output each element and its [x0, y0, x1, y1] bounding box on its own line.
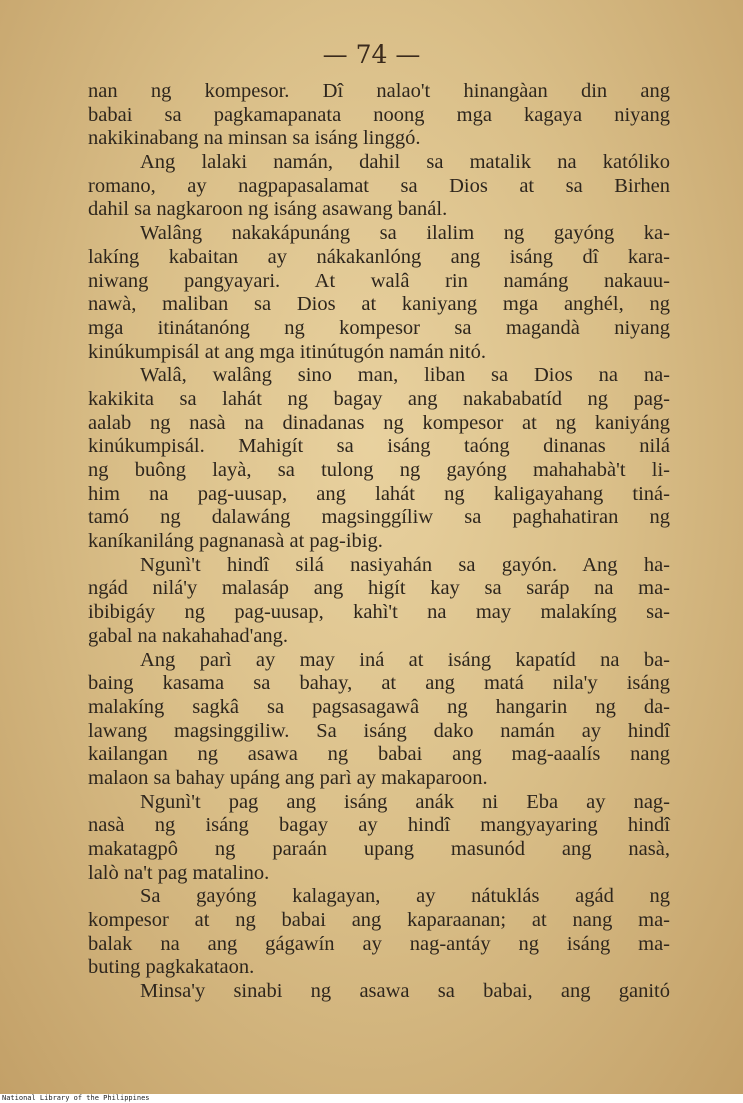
- text-line: nawà, maliban sa Dios at kaniyang mga anghél, ng: [88, 293, 670, 316]
- text-line: Minsa'y sinabi ng asawa sa babai, ang ganitó: [140, 980, 670, 1003]
- text-line: kinúkumpisál at ang mga itinútugón namán nitó.: [88, 340, 486, 363]
- text-line: makatagpô ng paraán upang masunód ang nasà,: [88, 838, 670, 860]
- text-line: romano, ay nagpapasalamat sa Dios at sa Birhen: [88, 174, 670, 197]
- page-number: — 74 —: [322, 40, 421, 69]
- text-line: tamó ng dalawáng magsinggíliw sa paghahatiran ng: [88, 506, 670, 529]
- text-line: kakikita sa lahát ng bagay ang nakababatíd ng pag-: [88, 387, 670, 410]
- text-line: Ang parì ay may iná at isáng kapatíd na ba-: [140, 648, 670, 671]
- text-line: ngád nilá'y malasáp ang higít kay sa saráp na ma-: [88, 577, 670, 600]
- text-line: lawang magsinggiliw. Sa isáng dako namán ay hindî: [88, 719, 670, 742]
- text-line: niwang pangyayari. At walâ rin namáng nakauu-: [88, 269, 670, 292]
- text-line: Sa gayóng kalagayan, ay nátuklás agád ng: [140, 885, 670, 908]
- text-line: kailangan ng asawa ng babai ang mag-aaalís nang: [88, 743, 670, 766]
- text-line: Walâng nakakápunáng sa ilalim ng gayóng ka-: [140, 222, 670, 245]
- text-line: lakíng kabaitan ay nákakanlóng ang isáng dî kara-: [88, 245, 670, 268]
- text-line: him na pag-uusap, ang lahát ng kaligayahang tiná-: [88, 482, 670, 505]
- text-line: ibibigáy ng pag-uusap, kahì't na may malakíng sa-: [88, 601, 670, 624]
- text-line: babai sa pagkamapanata noong mga kagaya niyang: [88, 103, 670, 126]
- text-line: mga itinátanóng ng kompesor sa magandà niyang: [88, 316, 670, 339]
- text-line: buting pagkakataon.: [88, 956, 255, 979]
- text-line: malaon sa bahay upáng ang parì ay makaparoon.: [88, 766, 488, 789]
- text-line: kinúkumpisál. Mahigít sa isáng taóng dinanas nilá: [88, 435, 670, 458]
- text-line: malakíng sagkâ sa pagsasagawâ ng hangarin ng da-: [88, 695, 670, 718]
- text-line: Ngunì't pag ang isáng anák ni Eba ay nag-: [140, 790, 670, 813]
- text-line: Walâ, walâng sino man, liban sa Dios na na-: [140, 364, 670, 387]
- text-line: Ang lalaki namán, dahil sa matalik na katóliko: [140, 151, 670, 174]
- text-line: baing kasama sa bahay, at ang matá nila'y isáng: [88, 672, 670, 695]
- text-line: gabal na nakahahad'ang.: [88, 624, 289, 647]
- text-line: lalò na't pag matalino.: [88, 861, 270, 884]
- text-line: aalab ng nasà na dinadanas ng kompesor at ng kaniyáng: [88, 411, 670, 434]
- text-line: nan ng kompesor. Dî nalao't hinangàan din ang: [88, 80, 670, 102]
- text-line: Ngunì't hindî silá nasiyahán sa gayón. Ang ha-: [140, 553, 670, 576]
- text-line: kompesor at ng babai ang kaparaanan; at nang ma-: [88, 909, 670, 932]
- text-line: nakikinabang na minsan sa isáng linggó.: [88, 127, 421, 150]
- text-line: kaníkaniláng pagnanasà at pag-ibig.: [88, 530, 383, 553]
- library-credit: National Library of the Philippines: [0, 1094, 743, 1103]
- body-text: [88, 80, 670, 1004]
- text-line: dahil sa nagkaroon ng isáng asawang banál.: [88, 198, 448, 221]
- text-line: balak na ang gágawín ay nag-antáy ng isáng ma-: [88, 932, 670, 955]
- text-line: nasà ng isáng bagay ay hindî mangyayaring hindî: [88, 814, 670, 837]
- text-line: ng buông layà, sa tulong ng gayóng mahahabà't li-: [88, 459, 670, 481]
